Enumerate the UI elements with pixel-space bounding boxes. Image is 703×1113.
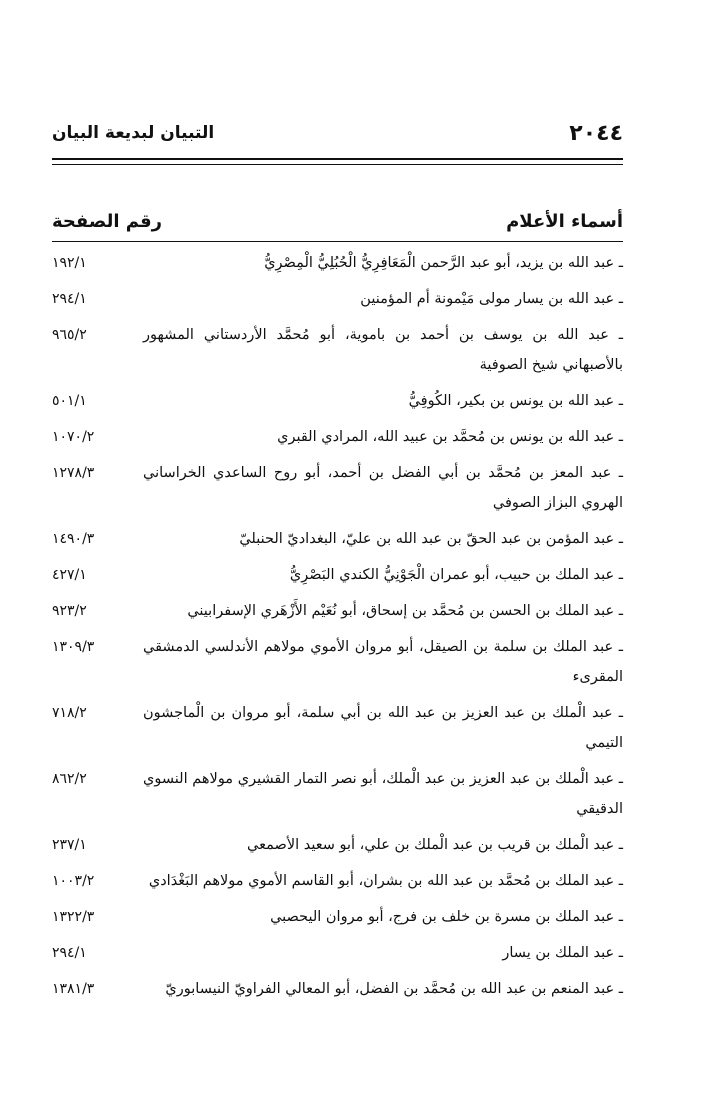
header-rule-thick bbox=[52, 158, 623, 160]
entry-page-ref: ٢٣٧/١ bbox=[52, 837, 87, 853]
entry-name: ـ عبد الملك بن سلمة بن الصيقل، أبو مروان الأموي مولاهم الأندلسي الدمشقي المقرىء bbox=[143, 639, 623, 685]
index-entry bbox=[52, 632, 623, 692]
entry-name: ـ عبد الله بن يزيد، أبو عبد الرَّحمن الْمَعَافِرِيُّ الْحُبُلِيُّ الْمِصْرِيُّ bbox=[264, 255, 623, 271]
entry-page-ref: ١٤٩٠/٣ bbox=[52, 531, 95, 547]
index-entry bbox=[52, 938, 623, 968]
entry-name: ـ عبد الله بن يسار مولى مَيْمونة أم المؤمنين bbox=[360, 291, 623, 307]
entry-page-ref: ١٣٠٩/٣ bbox=[52, 639, 95, 655]
index-entries bbox=[52, 248, 623, 1010]
entry-page-ref: ١٢٧٨/٣ bbox=[52, 465, 95, 481]
entry-name: ـ عبد المؤمن بن عبد الحقّ بن عبد الله بن عليّ، البغداديّ الحنبليّ bbox=[239, 531, 623, 547]
entry-page-ref: ٢٩٤/١ bbox=[52, 945, 87, 961]
entry-page-ref: ٩٢٣/٢ bbox=[52, 603, 87, 619]
index-entry bbox=[52, 422, 623, 452]
page-header bbox=[52, 118, 623, 148]
index-entry bbox=[52, 596, 623, 626]
entry-page-ref: ٧١٨/٢ bbox=[52, 705, 87, 721]
page-number: ٢٠٤٤ bbox=[569, 120, 623, 146]
entry-page-ref: ٥٠١/١ bbox=[52, 393, 87, 409]
entry-name: ـ عبد المعز بن مُحمَّد بن أبي الفضل بن أحمد، أبو روح الساعدي الخراساني الهروي البزاز الصوفي bbox=[143, 465, 623, 511]
entry-name: ـ عبد الملك بن الحسن بن مُحمَّد بن إسحاق، أبو نُعَيْم الأَزْهَري الإسفرابيني bbox=[187, 603, 623, 619]
index-entry bbox=[52, 866, 623, 896]
entry-name: ـ عبد الْملك بن عبد العزيز بن عبد الْملك، أبو نصر التمار القشيري مولاهم النسوي الدقيقي bbox=[143, 771, 623, 817]
entry-name: ـ عبد الملك بن يسار bbox=[502, 945, 623, 961]
entry-name: ـ عبد الْملك بن قريب بن عبد الْملك بن علي، أبو سعيد الأصمعي bbox=[247, 837, 623, 853]
entry-page-ref: ٤٢٧/١ bbox=[52, 567, 87, 583]
index-entry bbox=[52, 902, 623, 932]
entry-page-ref: ١٠٧٠/٢ bbox=[52, 429, 95, 445]
entry-name: ـ عبد الله بن يوسف بن أحمد بن باموية، أبو مُحمَّد الأردستاني المشهور بالأصبهاني شيخ الصوفية bbox=[143, 327, 623, 373]
index-entry bbox=[52, 248, 623, 278]
column-headers bbox=[52, 206, 623, 236]
entry-page-ref: ٨٦٢/٢ bbox=[52, 771, 87, 787]
entry-page-ref: ٩٦٥/٢ bbox=[52, 327, 87, 343]
entry-name: ـ عبد الملك بن مُحمَّد بن عبد الله بن بشران، أبو القاسم الأموي مولاهم البَغْدَادي bbox=[148, 873, 623, 889]
entry-page-ref: ١٣٨١/٣ bbox=[52, 981, 95, 997]
header-rule-thin bbox=[52, 164, 623, 165]
column-header-rule bbox=[52, 241, 623, 242]
index-entry bbox=[52, 830, 623, 860]
page-column-header: رقم الصفحة bbox=[52, 210, 163, 232]
entry-name: ـ عبد الْملك بن عبد العزيز بن عبد الله بن أبي سلمة، أبو مروان بن الْماجشون التيمي bbox=[143, 705, 623, 751]
index-entry bbox=[52, 560, 623, 590]
names-column-header: أسماء الأعلام bbox=[506, 210, 623, 232]
entry-name: ـ عبد الله بن يونس بن مُحمَّد بن عبيد الله، المرادي القبري bbox=[277, 429, 623, 445]
index-entry bbox=[52, 386, 623, 416]
index-entry bbox=[52, 524, 623, 554]
entry-name: ـ عبد الملك بن مسرة بن خلف بن فرج، أبو مروان اليحصبي bbox=[270, 909, 623, 925]
entry-name: ـ عبد الملك بن حبيب، أبو عمران الْجَوْنِيُّ الكندي البَصْرِيُّ bbox=[289, 567, 623, 583]
entry-page-ref: ١٠٠٣/٢ bbox=[52, 873, 95, 889]
index-entry bbox=[52, 764, 623, 824]
index-entry bbox=[52, 974, 623, 1004]
entry-page-ref: ١٣٢٢/٣ bbox=[52, 909, 95, 925]
entry-name: ـ عبد الله بن يونس بن بكير، الكُوفِيُّ bbox=[408, 393, 623, 409]
entry-name: ـ عبد المنعم بن عبد الله بن مُحمَّد بن الفضل، أبو المعالي الفراويّ النيسابوريّ bbox=[165, 981, 623, 997]
book-title: التبيان لبديعة البيان bbox=[52, 123, 215, 143]
entry-page-ref: ٢٩٤/١ bbox=[52, 291, 87, 307]
index-entry bbox=[52, 284, 623, 314]
index-entry bbox=[52, 698, 623, 758]
index-entry bbox=[52, 458, 623, 518]
entry-page-ref: ١٩٢/١ bbox=[52, 255, 87, 271]
index-entry bbox=[52, 320, 623, 380]
